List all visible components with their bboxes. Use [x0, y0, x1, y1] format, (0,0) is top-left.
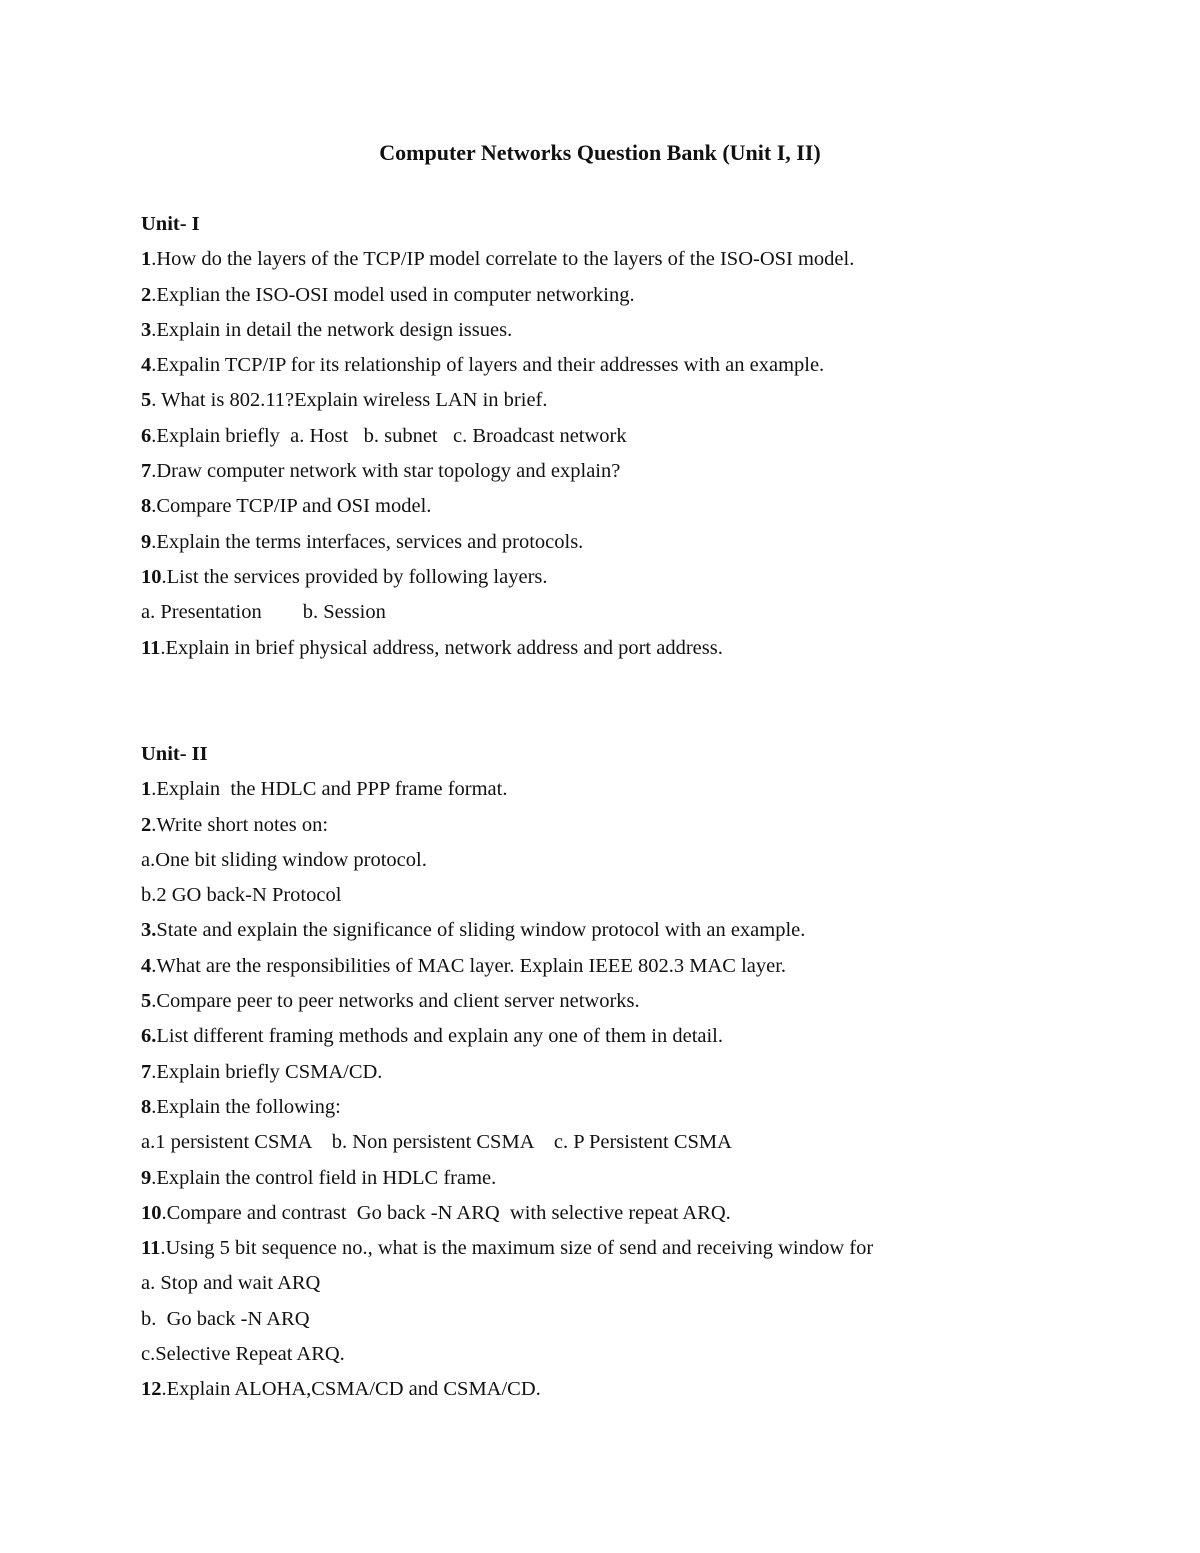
question-text: .Explain the control field in HDLC frame.	[151, 1166, 497, 1189]
question-number: 12	[141, 1378, 162, 1401]
question-number: 1	[141, 778, 152, 801]
question-line	[141, 1125, 1141, 1160]
question-text: .Explain briefly a. Host b. subnet c. Broadcast network	[151, 424, 627, 447]
question-number: 7	[141, 1060, 152, 1083]
question-text: .Explain ALOHA,CSMA/CD and CSMA/CD.	[161, 1378, 541, 1401]
question-text: . What is 802.11?Explain wireless LAN in brief.	[151, 389, 548, 412]
question-number: 2	[141, 283, 152, 306]
question-text: .Explain the following:	[151, 1095, 341, 1118]
question-text: .Compare peer to peer networks and client server networks.	[151, 990, 640, 1013]
question-number: 3.	[141, 919, 157, 942]
question-line	[141, 772, 1141, 807]
question-line	[141, 878, 1141, 913]
question-line	[141, 949, 1141, 984]
question-number: 2	[141, 813, 152, 836]
question-text: .Explain the HDLC and PPP frame format.	[151, 778, 508, 801]
question-number: 6	[141, 424, 152, 447]
question-text: b. Go back -N ARQ	[141, 1307, 310, 1330]
unit-1-heading: Unit- I	[141, 213, 200, 235]
question-line	[141, 1337, 1141, 1372]
question-line	[141, 808, 1141, 843]
unit-2-section	[141, 737, 1141, 1408]
question-number: 3	[141, 318, 152, 341]
question-text: .Compare TCP/IP and OSI model.	[151, 495, 432, 518]
question-text: .Write short notes on:	[151, 813, 329, 836]
question-text: b.2 GO back-N Protocol	[141, 884, 342, 907]
question-line	[141, 1196, 1141, 1231]
question-number: 10	[141, 565, 162, 588]
question-text: .Expalin TCP/IP for its relationship of layers and their addresses with an example.	[151, 354, 825, 377]
question-number: 1	[141, 248, 152, 271]
unit-2-question-list	[141, 772, 1141, 1407]
question-number: 5	[141, 389, 152, 412]
question-text: .How do the layers of the TCP/IP model correlate to the layers of the ISO-OSI model.	[151, 248, 855, 271]
question-text: .Compare and contrast Go back -N ARQ with selective repeat ARQ.	[161, 1201, 731, 1224]
question-line	[141, 383, 1141, 418]
question-text: .Explain briefly CSMA/CD.	[151, 1060, 383, 1083]
question-number: 11	[141, 1237, 161, 1260]
question-text: State and explain the significance of sliding window protocol with an example.	[156, 919, 806, 942]
question-line	[141, 419, 1141, 454]
question-number: 7	[141, 460, 152, 483]
question-text: .What are the responsibilities of MAC layer. Explain IEEE 802.3 MAC layer.	[151, 954, 787, 977]
question-number: 5	[141, 990, 152, 1013]
question-number: 11	[141, 636, 161, 659]
question-line	[141, 1372, 1141, 1407]
question-text: List different framing methods and explain any one of them in detail.	[156, 1025, 724, 1048]
question-line	[141, 1055, 1141, 1090]
question-text: a.One bit sliding window protocol.	[141, 848, 427, 871]
question-number: 4	[141, 354, 152, 377]
question-line	[141, 595, 1141, 630]
question-text: .Draw computer network with star topology and explain?	[151, 460, 621, 483]
question-text: .Explain in detail the network design issues.	[151, 318, 513, 341]
question-line	[141, 631, 1141, 666]
unit-2-heading: Unit- II	[141, 743, 208, 765]
question-text: .Explain the terms interfaces, services and protocols.	[151, 530, 584, 553]
question-line	[141, 1266, 1141, 1301]
question-line	[141, 560, 1141, 595]
question-text: a.1 persistent CSMA b. Non persistent CSMA c. P Persistent CSMA	[141, 1131, 732, 1154]
question-text: .Explain in brief physical address, network address and port address.	[160, 636, 723, 659]
question-text: .List the services provided by following layers.	[161, 565, 548, 588]
question-number: 9	[141, 1166, 152, 1189]
question-text: a. Stop and wait ARQ	[141, 1272, 321, 1295]
question-number: 4	[141, 954, 152, 977]
unit-1-question-list	[141, 242, 1141, 666]
question-line	[141, 454, 1141, 489]
document-title: Computer Networks Question Bank (Unit I, II)	[379, 140, 821, 165]
question-number: 9	[141, 530, 152, 553]
question-number: 10	[141, 1201, 162, 1224]
question-line	[141, 525, 1141, 560]
question-number: 6.	[141, 1025, 157, 1048]
question-line	[141, 348, 1141, 383]
question-number: 8	[141, 1095, 152, 1118]
question-number: 8	[141, 495, 152, 518]
question-line	[141, 313, 1141, 348]
question-line	[141, 1090, 1141, 1125]
question-text: c.Selective Repeat ARQ.	[141, 1343, 345, 1366]
question-line	[141, 1019, 1141, 1054]
question-line	[141, 1302, 1141, 1337]
question-line	[141, 913, 1141, 948]
question-line	[141, 278, 1141, 313]
unit-1-section	[141, 207, 1141, 666]
question-line	[141, 1161, 1141, 1196]
question-text: .Using 5 bit sequence no., what is the maximum size of send and receiving window for	[160, 1237, 874, 1260]
question-text: .Explian the ISO-OSI model used in computer networking.	[151, 283, 635, 306]
question-line	[141, 984, 1141, 1019]
question-line	[141, 843, 1141, 878]
question-line	[141, 242, 1141, 277]
question-text: a. Presentation b. Session	[141, 601, 386, 624]
question-line	[141, 489, 1141, 524]
question-line	[141, 1231, 1141, 1266]
